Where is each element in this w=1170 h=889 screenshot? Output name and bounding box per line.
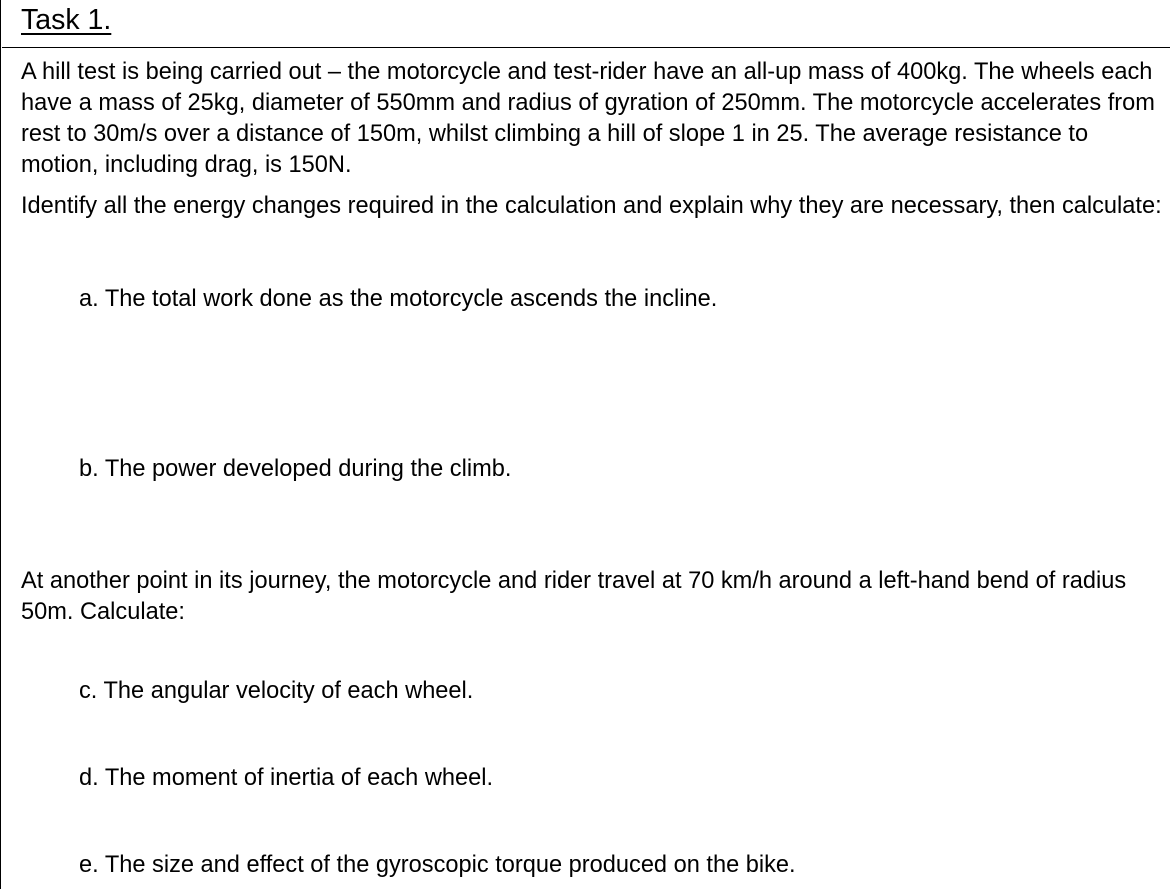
item-text: The total work done as the motorcycle ascends the incline. (104, 286, 718, 312)
question-item-a (79, 284, 717, 315)
instruction-paragraph: Identify all the energy changes required in the calculation and explain why they are necessary, then calculate: (21, 193, 1162, 219)
task-body (21, 57, 1166, 222)
question-item-c (79, 676, 473, 707)
question-item-d (79, 763, 493, 794)
item-letter: a. (79, 286, 99, 312)
item-letter: c. (79, 678, 98, 704)
item-text: The angular velocity of each wheel. (103, 678, 474, 704)
task-title: Task 1. (21, 4, 112, 36)
intro-paragraph: A hill test is being carried out – the motorcycle and test-rider have an all-up mass of 400kg. The wheels each have a mass of 25kg, diameter of 550mm and radius of gyration of 250mm. The motorcycle accelerates from rest to 30m/s over a distance of 150m, whilst climbing a hill of slope 1 in 25. The average resistance to motion, including drag, is 150N. (21, 59, 1155, 178)
item-letter: d. (79, 765, 99, 791)
title-cell (2, 0, 1170, 48)
item-text: The moment of inertia of each wheel. (104, 765, 494, 791)
question-item-e (79, 850, 796, 881)
question-item-b (79, 454, 511, 485)
item-letter: e. (79, 852, 99, 878)
bend-paragraph: At another point in its journey, the motorcycle and rider travel at 70 km/h around a left-hand bend of radius 50m. Calculate: (21, 568, 1127, 625)
item-text: The size and effect of the gyroscopic torque produced on the bike. (104, 852, 796, 878)
item-letter: b. (79, 456, 99, 482)
item-text: The power developed during the climb. (104, 456, 512, 482)
